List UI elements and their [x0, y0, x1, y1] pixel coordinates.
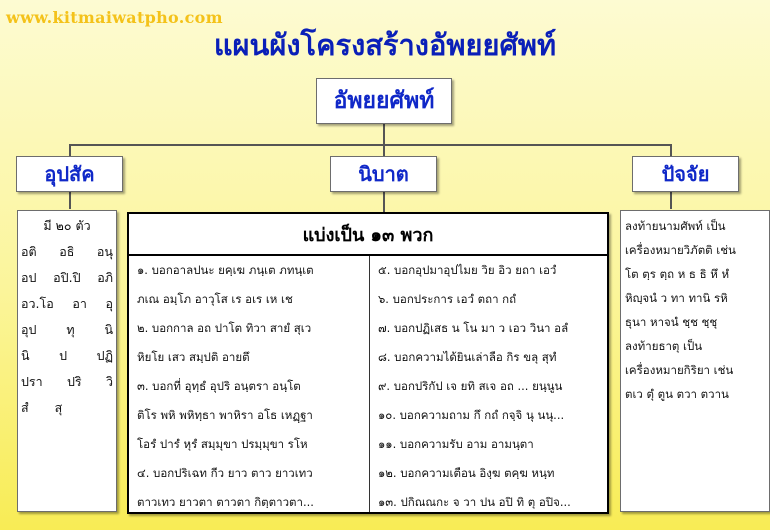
- nipata-item: ๘. บอกความได้ยินเล่าลือ กิร ขลุ สุทํ: [378, 350, 557, 364]
- nipata-item: ๑๑. บอกความรับ อาม อามนฺตา: [378, 437, 534, 451]
- prefix-word: อว.โอ: [21, 296, 54, 311]
- prefix-word: ปฏิ: [96, 348, 113, 363]
- prefix-word: อป: [21, 270, 37, 285]
- paccaya-line: หิญฺจนํ ว ทา ทานิ รหิ: [625, 291, 728, 305]
- nipata-label: นิบาต: [358, 162, 409, 186]
- nipata-item: ๗. บอกปฏิเสธ น โน มา ว เอว วินา อลํ: [378, 321, 569, 335]
- prefix-word: อนุ: [96, 244, 113, 259]
- prefix-word: อา: [72, 296, 87, 311]
- prefix-word: นิ: [104, 322, 113, 337]
- nipata-item: ๕. บอกอุปมาอุปไมย วิย อิว ยถา เอวํ: [378, 263, 557, 277]
- prefix-word: สํ: [21, 400, 29, 415]
- connector-right-down: [670, 192, 672, 209]
- upasagga-row: [21, 317, 113, 343]
- upasagga-row: [21, 343, 113, 369]
- prefix-word: อุป: [21, 322, 37, 337]
- paccaya-line: ตเว ตุํ ตูน ตวา ตวาน: [625, 387, 729, 401]
- upasagga-row: [21, 265, 113, 291]
- upasagga-row: [21, 369, 113, 395]
- upasagga-label: อุปสัค: [44, 162, 95, 186]
- connector-horizontal: [69, 144, 671, 146]
- prefix-word: อติ: [21, 244, 37, 259]
- root-label: อัพยยศัพท์: [333, 88, 435, 114]
- nipata-item: โอรํ ปารํ หุรํ สมฺมุขา ปรมฺมุขา รโห: [137, 437, 308, 451]
- paccaya-line: ลงท้ายธาตุ เป็น: [625, 339, 703, 353]
- nipata-item: ๒. บอกกาล อถ ปาโต ทิวา สายํ สุเว: [137, 321, 312, 335]
- nipata-item: ๙. บอกปริกัป เจ ยทิ สเจ อถ ... ยนฺนูน: [378, 379, 563, 393]
- paccaya-line: โต ตฺร ตฺถ ห ธ ธิ หึ หํ: [625, 267, 730, 281]
- upasagga-row: [21, 291, 113, 317]
- upasagga-row: [21, 395, 113, 421]
- nipata-item: ตาวเทว ยาวตา ตาวตา กิตฺตาวตา...: [137, 495, 314, 509]
- paccaya-label: ปัจจัย: [661, 162, 710, 186]
- site-url: www.kitmaiwatpho.com: [6, 8, 223, 27]
- connector-root-down: [383, 124, 385, 145]
- nipata-right-column: [370, 256, 607, 512]
- prefix-word: นิ: [21, 348, 30, 363]
- prefix-word: ปริ: [66, 374, 82, 389]
- prefix-word: สุ: [54, 400, 63, 415]
- prefix-word: อธิ: [59, 244, 75, 259]
- root-node: [316, 78, 452, 124]
- upasagga-row: [21, 239, 113, 265]
- page-title: แผนผังโครงสร้างอัพยยศัพท์: [213, 28, 557, 62]
- nipata-item: ๑๐. บอกความถาม กึ กถํ กจฺจิ นุ นนุ...: [378, 408, 565, 422]
- prefix-word: ปรา: [21, 374, 43, 389]
- nipata-item: ๑๓. ปกิณณกะ จ วา ปน อปิ ทิ ตุ อปิจ...: [378, 495, 571, 509]
- nipata-item: ๖. บอกประการ เอวํ ตถา กถํ: [378, 292, 517, 306]
- connector-left-down: [69, 192, 71, 209]
- prefix-word: อปิ.ปิ: [53, 270, 81, 285]
- paccaya-line: เครื่องหมายกิริยา เช่น: [625, 363, 734, 377]
- nipata-table: [127, 212, 609, 514]
- upasagga-count: มี ๒๐ ตัว: [43, 218, 91, 233]
- nipata-item: ๑๒. บอกความเตือน อิงฺฆ ตคฺฆ หนฺท: [378, 466, 555, 480]
- nipata-item: ๓. บอกที่ อุทฺธํ อุปริ อนฺตรา อนฺโต: [137, 379, 301, 393]
- nipata-item: ๔. บอกปริเฉท กีว ยาว ตาว ยาวเทว: [137, 466, 313, 480]
- prefix-word: อภิ: [97, 270, 113, 285]
- nipata-item: ๑. บอกอาลปนะ ยคฺเฆ ภนฺเต ภทนฺเต: [137, 263, 314, 277]
- paccaya-list: [620, 210, 770, 512]
- paccaya-line: เครื่องหมายวิภัตติ เช่น: [625, 243, 736, 257]
- prefix-word: ป: [59, 348, 68, 363]
- paccaya-line: ลงท้ายนามศัพท์ เป็น: [625, 219, 726, 233]
- paccaya-node: [632, 156, 739, 192]
- paccaya-line: ธุนา หาจนํ ชฺช ชฺชุ: [625, 315, 718, 329]
- nipata-heading: แบ่งเป็น ๑๓ พวก: [129, 214, 607, 256]
- upasagga-node: [16, 156, 123, 192]
- upasagga-list: [17, 210, 117, 512]
- connector-middle-down: [383, 192, 385, 212]
- nipata-item: หิยโย เสว สมฺปติ อายตึ: [137, 350, 250, 364]
- prefix-word: อุ: [105, 296, 113, 311]
- nipata-item: ติโร พหิ พหิทฺธา พาหิรา อโธ เหฏฺฐา: [137, 408, 313, 422]
- nipata-node: [330, 156, 437, 192]
- nipata-left-column: [129, 256, 369, 512]
- prefix-word: วิ: [105, 374, 113, 389]
- nipata-item: ภเณ อมฺโภ อาวุโส เร อเร เห เช: [137, 292, 293, 306]
- prefix-word: ทุ: [66, 322, 75, 337]
